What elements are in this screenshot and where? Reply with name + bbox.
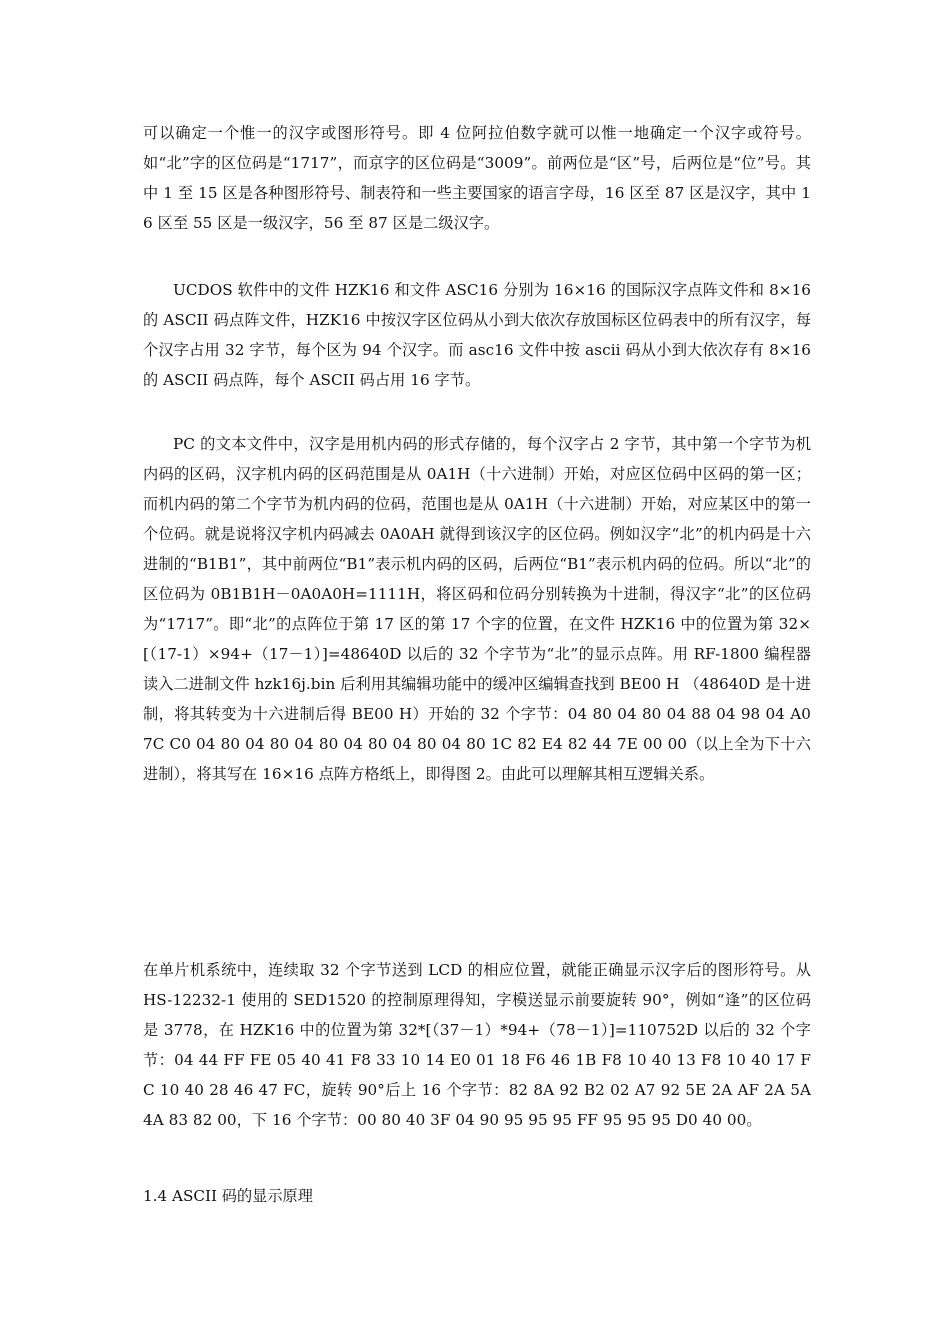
paragraph-quwei-code-intro: 可以确定一个惟一的汉字或图形符号。即 4 位阿拉伯数字就可以惟一地确定一个汉字或符号。如“北”字的区位码是“1717”，而京字的区位码是“3009”。前两位是“区”号，后两位是“位”号。其中 1 至 15 区是各种图形符号、制表符和一些主要国家的语言字母，16 区至 87 区是汉字，其中 16 区至 55 区是一级汉字，56 至 87 区是二级汉字。 <box>143 124 811 232</box>
section-heading: 1.4 ASCII 码的显示原理 <box>143 1187 313 1205</box>
paragraph-mcu-display: 在单片机系统中，连续取 32 个字节送到 LCD 的相应位置，就能正确显示汉字后的图形符号。从 HS-12232-1 使用的 SED1520 的控制原理得知，字模送显示前要旋转 90°，例如“逢”的区位码是 3778，在 HZK16 中的位置为第 32*[（37－1）*94+（78－1）]=110752D 以后的 32 个字节：04 44 FF FE 05 40 41 F8 33 10 14 E0 01 18 F6 46 1B F8 10 40 13 F8 10 40 17 FC 10 40 28 46 47 FC，旋转 90°后上 16 个字节：82 8A 92 B2 02 A7 92 5E 2A AF 2A 5A 4A 83 82 00，下 16 个字节：00 80 40 3F 04 90 95 95 95 FF 95 95 95 D0 40 00。 <box>143 961 811 1129</box>
document-page <box>143 0 811 1344</box>
paragraph-internal-code: PC 的文本文件中，汉字是用机内码的形式存储的，每个汉字占 2 字节，其中第一个字节为机内码的区码，汉字机内码的区码范围是从 0A1H（十六进制）开始，对应区位码中区码的第一区；而机内码的第二个字节为机内码的位码，范围也是从 0A1H（十六进制）开始，对应某区中的第一个位码。就是说将汉字机内码减去 0A0AH 就得到该汉字的区位码。例如汉字“北”的机内码是十六进制的“B1B1”，其中前两位“B1”表示机内码的区码，后两位“B1”表示机内码的位码。所以“北”的区位码为 0B1B1H－0A0A0H=1111H，将区码和位码分别转换为十进制，得汉字“北”的区位码为“1717”。即“北”的点阵位于第 17 区的第 17 个字的位置，在文件 HZK16 中的位置为第 32×[（17-1）×94+（17－1）]=48640D 以后的 32 个字节为“北”的显示点阵。用 RF-1800 编程器读入二进制文件 hzk16j.bin 后利用其编辑功能中的缓冲区编辑查找到 BE00 H （48640D 是十进制，将其转变为十六进制后得 BE00 H）开始的 32 个字节：04 80 04 80 04 88 04 98 04 A0 7C C0 04 80 04 80 04 80 04 80 04 80 04 80 1C 82 E4 82 44 7E 00 00（以上全为下十六进制），将其写在 16×16 点阵方格纸上，即得图 2。由此可以理解其相互逻辑关系。 <box>143 435 811 783</box>
paragraph-hzk16-files: UCDOS 软件中的文件 HZK16 和文件 ASC16 分别为 16×16 的国际汉字点阵文件和 8×16 的 ASCII 码点阵文件，HZK16 中按汉字区位码从小到大依次存放国标区位码表中的所有汉字，每个汉字占用 32 字节，每个区为 94 个汉字。而 asc16 文件中按 ascii 码从小到大依次存有 8×16 的 ASCII 码点阵，每个 ASCII 码占用 16 字节。 <box>143 281 811 389</box>
